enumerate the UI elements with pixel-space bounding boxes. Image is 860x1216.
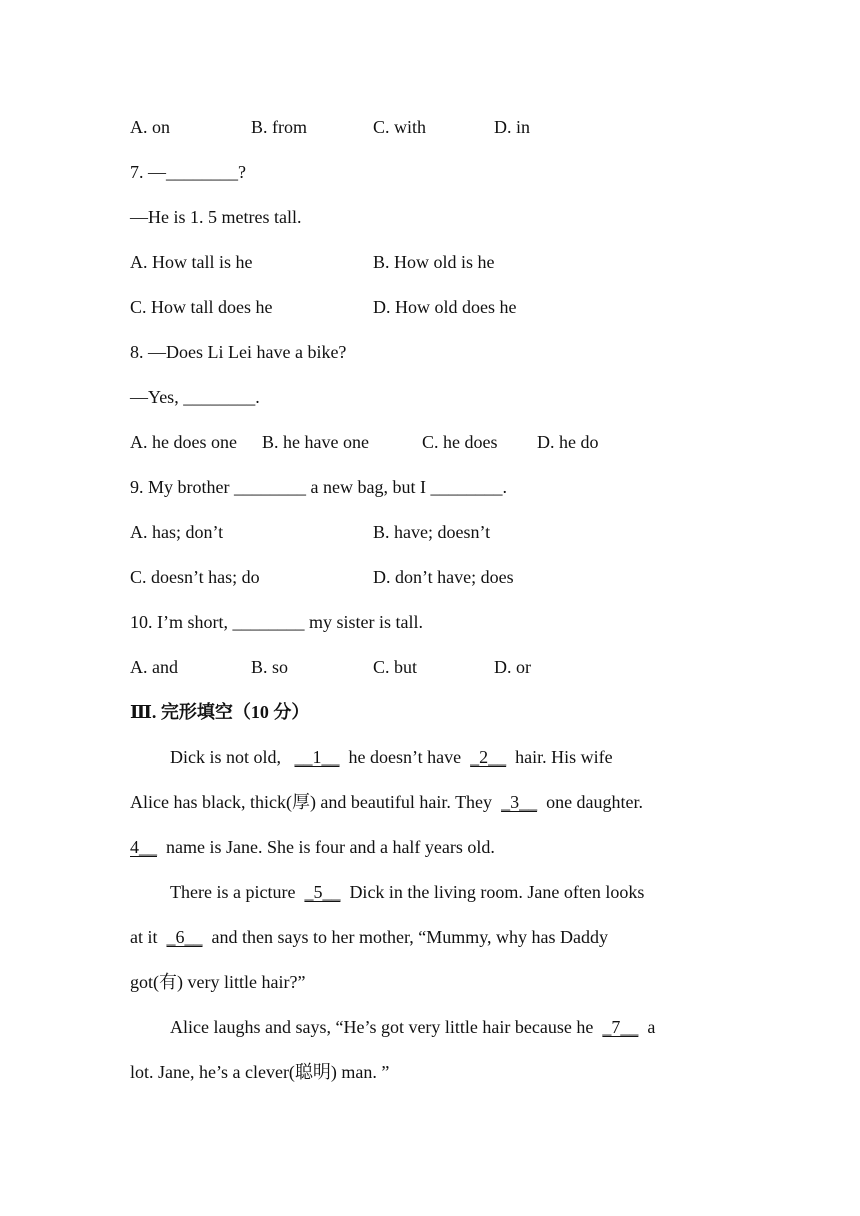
blank-5: _5__ — [304, 882, 341, 902]
blank-6: _6__ — [166, 927, 203, 947]
q6-option-d: D. in — [494, 117, 530, 137]
blank-3: _3__ — [501, 792, 538, 812]
blank-7: _7__ — [602, 1017, 639, 1037]
passage-text: a — [647, 1017, 656, 1037]
passage-text: name is Jane. She is four and a half years old. — [166, 837, 495, 857]
passage-text: Alice has black, thick(厚) and beautiful hair. They — [130, 792, 493, 812]
q8-reply: —Yes, ________. — [130, 387, 260, 407]
passage-text: Dick is not old, — [170, 747, 281, 767]
passage-text: There is a picture — [170, 882, 296, 902]
q6-option-b: B. from — [251, 117, 307, 137]
passage-line-2 — [130, 789, 643, 815]
q9-option-a: A. has; don’t — [130, 522, 224, 542]
q8-stem: 8. —Does Li Lei have a bike? — [130, 342, 347, 362]
q9-option-d: D. don’t have; does — [373, 567, 514, 587]
section-heading — [130, 699, 309, 725]
passage-line-4 — [170, 879, 644, 905]
q8-option-a: A. he does one — [130, 432, 237, 452]
blank-1: __1__ — [294, 747, 340, 767]
q8-option-b: B. he have one — [262, 432, 369, 452]
q7-option-d: D. How old does he — [373, 297, 517, 317]
q8-option-c: C. he does — [422, 432, 498, 452]
passage-line-1 — [170, 744, 613, 770]
passage-line-3 — [130, 834, 495, 860]
passage-line-7 — [170, 1014, 655, 1040]
q9-option-c: C. doesn’t has; do — [130, 567, 260, 587]
q6-option-a: A. on — [130, 117, 170, 137]
q10-stem: 10. I’m short, ________ my sister is tall. — [130, 612, 423, 632]
q9-option-b: B. have; doesn’t — [373, 522, 491, 542]
q7-option-c: C. How tall does he — [130, 297, 273, 317]
passage-line-5 — [130, 924, 608, 950]
passage-line-6: got(有) very little hair?” — [130, 972, 306, 992]
q9-stem: 9. My brother ________ a new bag, but I ________. — [130, 477, 507, 497]
q10-option-a: A. and — [130, 657, 178, 677]
passage-text: Alice laughs and says, “He’s got very little hair because he — [170, 1017, 594, 1037]
section-title: 完形填空（10 分） — [160, 702, 310, 722]
q8-option-d: D. he do — [537, 432, 599, 452]
passage-text: Dick in the living room. Jane often looks — [349, 882, 645, 902]
blank-2: _2__ — [470, 747, 507, 767]
q6-option-c: C. with — [373, 117, 427, 137]
q7-stem: 7. —________? — [130, 162, 246, 182]
passage-text: at it — [130, 927, 158, 947]
passage-line-8: lot. Jane, he’s a clever(聪明) man. ” — [130, 1062, 390, 1082]
q7-option-a: A. How tall is he — [130, 252, 253, 272]
blank-4: 4__ — [130, 837, 157, 857]
q10-option-b: B. so — [251, 657, 289, 677]
q10-option-d: D. or — [494, 657, 531, 677]
passage-text: and then says to her mother, “Mummy, why has Daddy — [211, 927, 609, 947]
passage-text: hair. His wife — [515, 747, 613, 767]
q10-option-c: C. but — [373, 657, 418, 677]
q7-option-b: B. How old is he — [373, 252, 495, 272]
passage-text: one daughter. — [546, 792, 644, 812]
passage-text: he doesn’t have — [348, 747, 462, 767]
q7-reply: —He is 1. 5 metres tall. — [130, 207, 302, 227]
section-numeral: Ⅲ. — [130, 702, 157, 722]
